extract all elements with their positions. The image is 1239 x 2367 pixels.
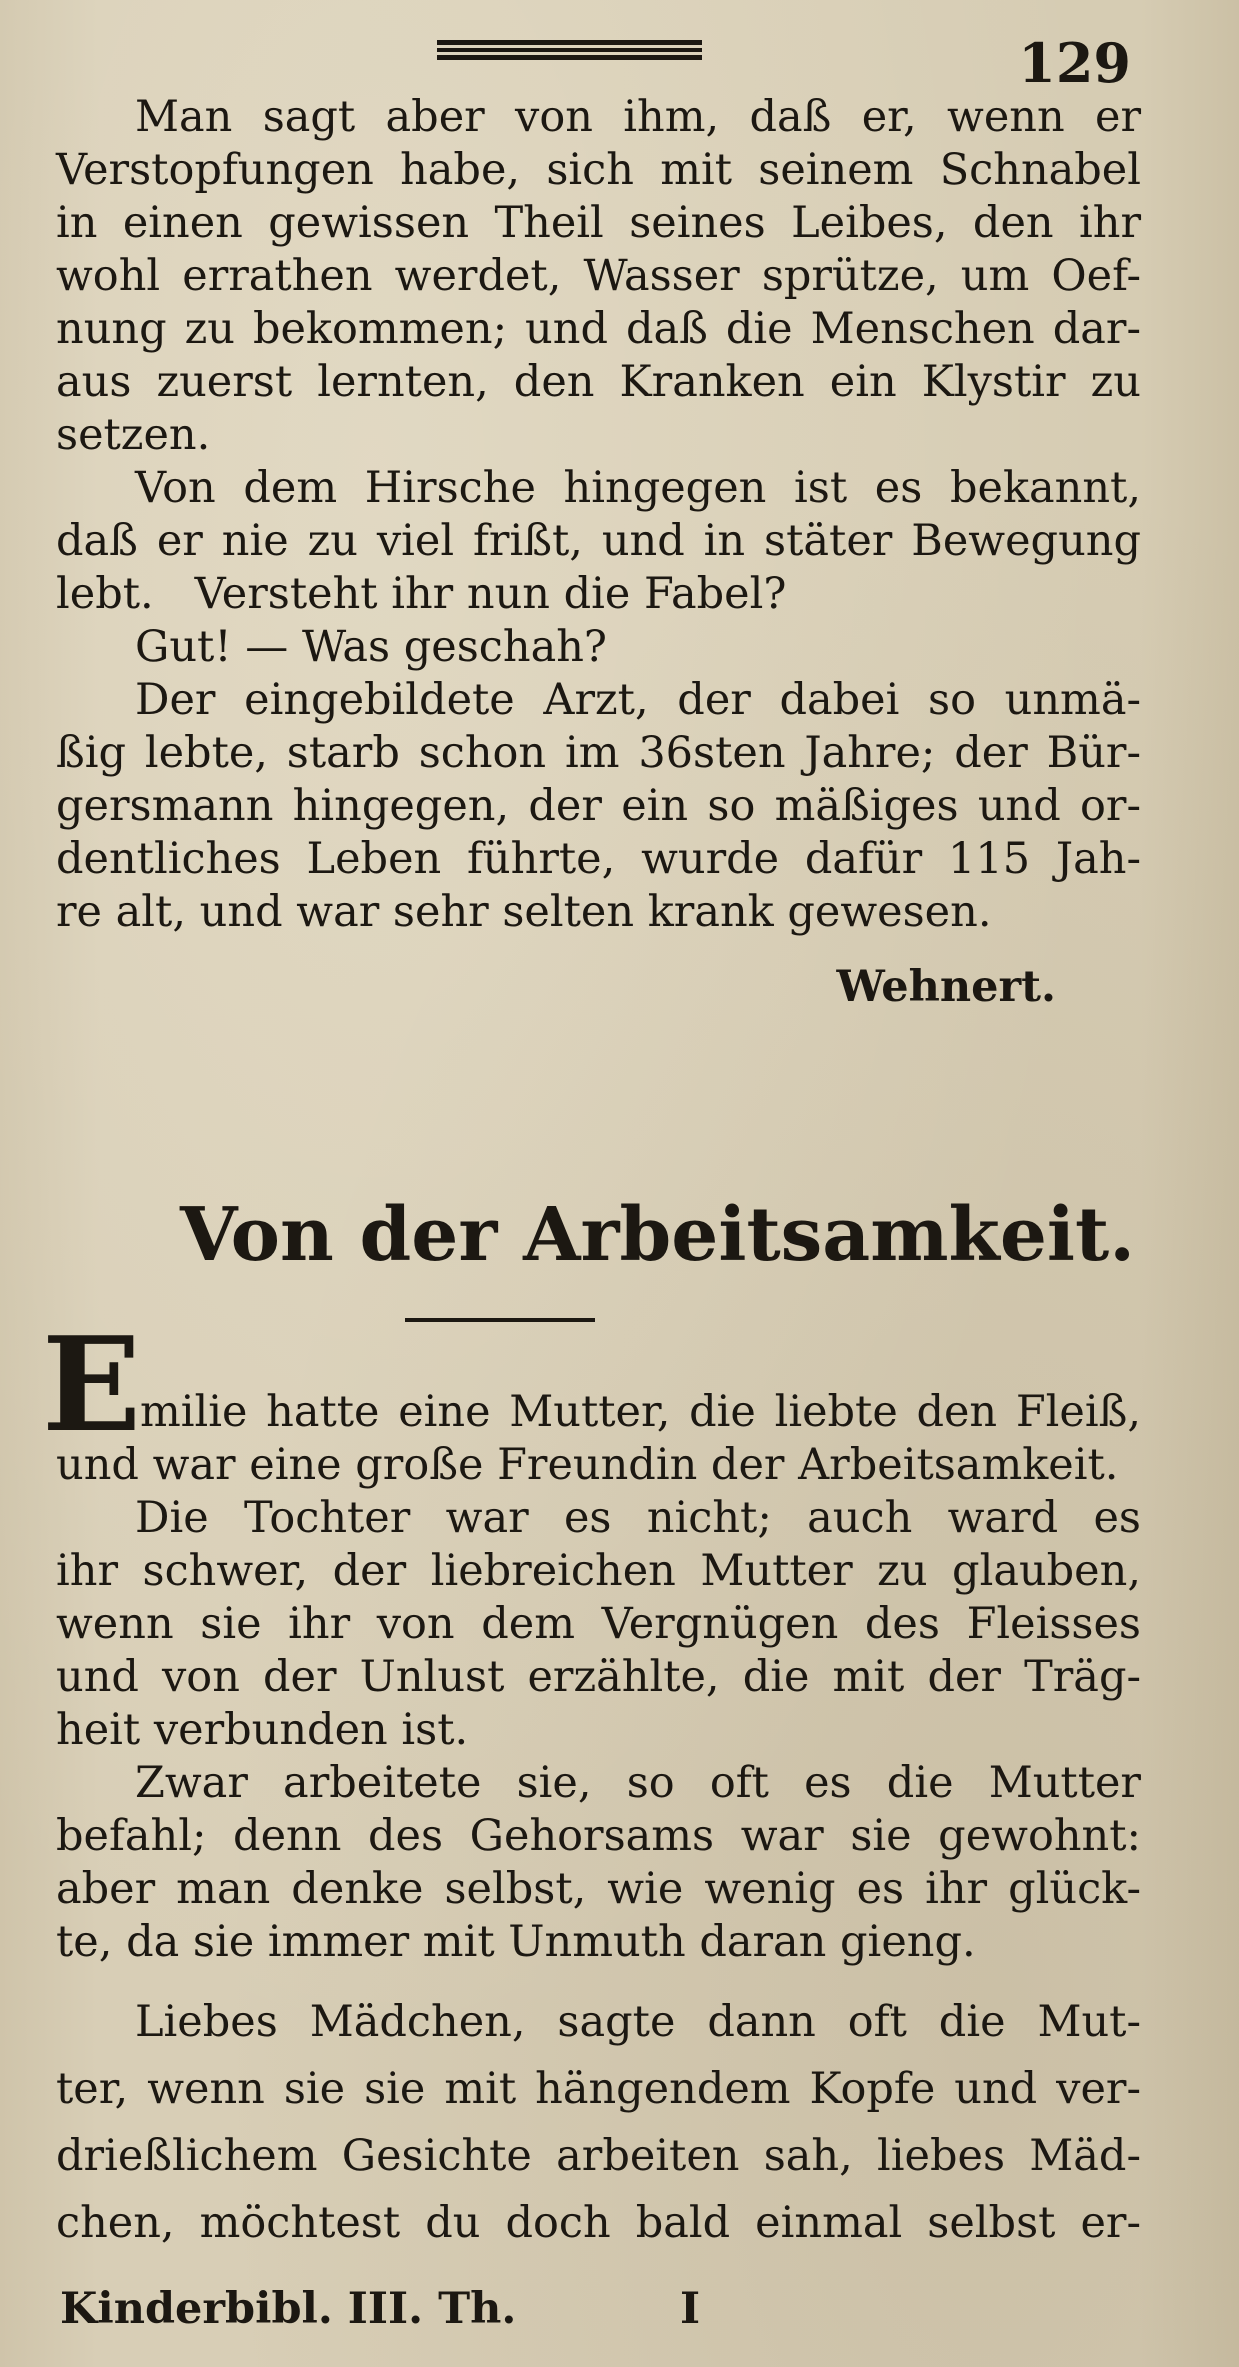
author-signature: Wehnert. xyxy=(836,962,1056,1012)
text-line: ter, wenn sie sie mit hängendem Kopfe und ver- xyxy=(56,2064,1141,2114)
section-title: Von der Arbeitsamkeit. xyxy=(180,1192,1135,1278)
text-line: ihr schwer, der liebreichen Mutter zu glauben, xyxy=(56,1546,1141,1596)
text-line: dentliches Leben führte, wurde dafür 115 Jah- xyxy=(56,834,1141,884)
drop-cap: E xyxy=(42,1308,142,1461)
text-line: te, da sie immer mit Unmuth daran gieng. xyxy=(56,1917,976,1967)
text-line: chen, möchtest du doch bald einmal selbst er- xyxy=(56,2198,1141,2248)
text-line: aus zuerst lernten, den Kranken ein Klystir zu xyxy=(56,357,1141,407)
text-line: Man sagt aber von ihm, daß er, wenn er xyxy=(135,92,1141,142)
text-line: und von der Unlust erzählte, die mit der Träg- xyxy=(56,1652,1141,1702)
text-line: re alt, und war sehr selten krank gewesen. xyxy=(56,887,992,937)
text-line: wenn sie ihr von dem Vergnügen des Fleisses xyxy=(56,1599,1141,1649)
text-line: und war eine große Freundin der Arbeitsamkeit. xyxy=(56,1440,1119,1490)
text-line: gersmann hingegen, der ein so mäßiges und or- xyxy=(56,781,1141,831)
text-line: milie hatte eine Mutter, die liebte den Fleiß, xyxy=(140,1387,1141,1437)
text-line: aber man denke selbst, wie wenig es ihr glück- xyxy=(56,1864,1141,1914)
text-line: heit verbunden ist. xyxy=(56,1705,469,1755)
text-line: drießlichem Gesichte arbeiten sah, liebes Mäd- xyxy=(56,2131,1141,2181)
text-line: Der eingebildete Arzt, der dabei so unmä- xyxy=(135,675,1141,725)
text-line: setzen. xyxy=(56,410,211,460)
text-line: Verstopfungen habe, sich mit seinem Schnabel xyxy=(56,145,1141,195)
text-line: wohl errathen werdet, Wasser sprütze, um Oef- xyxy=(56,251,1141,301)
text-line: ßig lebte, starb schon im 36sten Jahre; der Bür- xyxy=(56,728,1141,778)
text-line: Zwar arbeitete sie, so oft es die Mutter xyxy=(135,1758,1141,1808)
text-line: daß er nie zu viel frißt, und in stäter Bewegung xyxy=(56,516,1141,566)
text-line: Die Tochter war es nicht; auch ward es xyxy=(135,1493,1141,1543)
text-line: befahl; denn des Gehorsams war sie gewohnt: xyxy=(56,1811,1141,1861)
text-line: Liebes Mädchen, sagte dann oft die Mut- xyxy=(135,1997,1141,2047)
text-line: Von dem Hirsche hingegen ist es bekannt, xyxy=(135,463,1141,513)
text-line: Gut! — Was geschah? xyxy=(135,622,607,672)
title-divider-rule xyxy=(405,1318,595,1322)
text-line: in einen gewissen Theil seines Leibes, den ihr xyxy=(56,198,1141,248)
text-line: nung zu bekommen; und daß die Menschen dar- xyxy=(56,304,1141,354)
header-ornament-rule xyxy=(437,40,702,60)
sheet-signature-mark: I xyxy=(680,2284,701,2334)
text-line: lebt. Versteht ihr nun die Fabel? xyxy=(56,569,787,619)
printer-signature-line: Kinderbibl. III. Th. xyxy=(60,2284,517,2334)
page-number: 129 xyxy=(1018,31,1131,95)
